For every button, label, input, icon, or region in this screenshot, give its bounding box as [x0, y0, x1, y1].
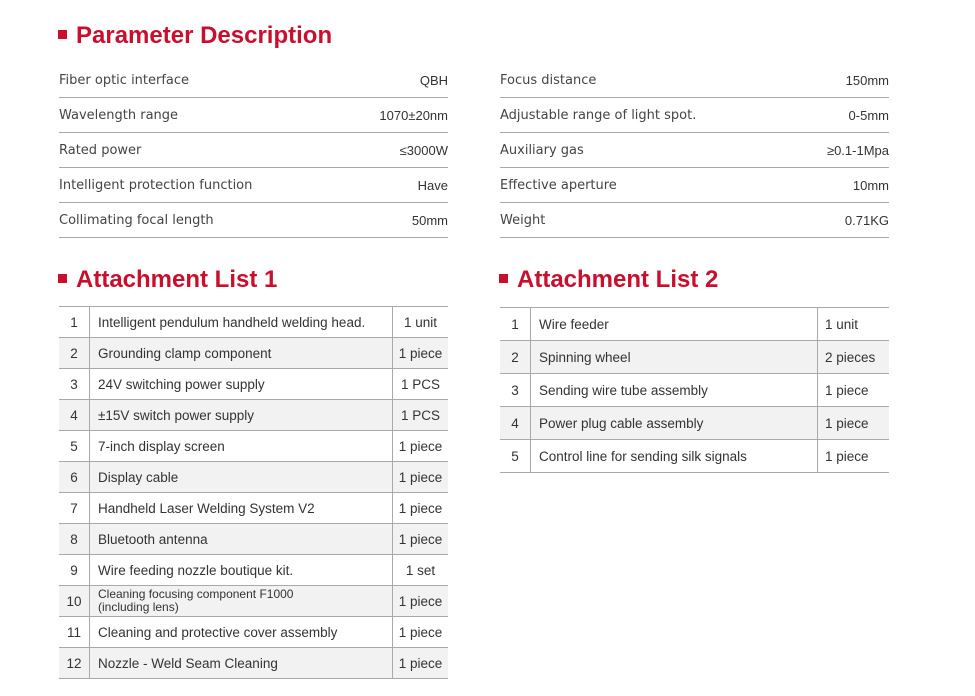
item-number: 9 — [59, 555, 90, 586]
parameter-name: Wavelength range — [59, 107, 179, 123]
table-row — [59, 369, 448, 400]
item-number: 6 — [59, 462, 90, 493]
parameter-description-heading — [58, 22, 332, 50]
item-name: 7-inch display screen — [98, 438, 225, 454]
attachment-list-1-heading — [58, 266, 277, 294]
item-number: 1 — [500, 308, 531, 341]
item-quantity: 1 piece — [818, 440, 890, 473]
item-name: Intelligent pendulum handheld welding head. — [98, 314, 366, 330]
item-name-cell — [90, 524, 393, 555]
square-bullet-icon — [499, 274, 508, 283]
table-row — [59, 648, 448, 679]
table-row — [59, 617, 448, 648]
table-row — [59, 493, 448, 524]
item-name: Cleaning and protective cover assembly — [98, 624, 338, 640]
table-row — [59, 338, 448, 369]
table-row — [59, 431, 448, 462]
item-name: ±15V switch power supply — [98, 407, 254, 423]
parameter-value: ≤3000W — [399, 142, 448, 158]
item-name: Handheld Laser Welding System V2 — [98, 500, 315, 516]
item-name-cell — [90, 617, 393, 648]
parameter-value: 0-5mm — [848, 107, 889, 123]
parameter-name: Rated power — [59, 142, 142, 158]
item-number: 10 — [59, 586, 90, 617]
item-name: Grounding clamp component — [98, 345, 272, 361]
item-number: 8 — [59, 524, 90, 555]
item-name-cell — [90, 555, 393, 586]
item-name: Display cable — [98, 469, 179, 485]
parameter-value: 0.71KG — [844, 212, 889, 228]
parameter-value: QBH — [419, 72, 448, 88]
parameter-name: Fiber optic interface — [59, 72, 190, 88]
item-name-cell — [531, 341, 818, 374]
item-number: 4 — [500, 407, 531, 440]
item-quantity: 1 piece — [393, 462, 449, 493]
parameter-value: Have — [417, 177, 448, 193]
item-name: Wire feeder — [539, 316, 609, 332]
parameter-row — [500, 133, 889, 168]
table-row — [59, 555, 448, 586]
square-bullet-icon — [58, 274, 67, 283]
table-row — [59, 400, 448, 431]
parameter-value: 50mm — [411, 212, 448, 228]
item-name-cell — [90, 307, 393, 338]
item-number: 4 — [59, 400, 90, 431]
parameter-name: Intelligent protection function — [59, 177, 253, 193]
item-name: Cleaning focusing component F1000 — [98, 587, 294, 601]
parameter-row — [500, 203, 889, 238]
item-name: Spinning wheel — [539, 349, 631, 365]
parameter-table-right — [500, 63, 889, 238]
parameter-name: Collimating focal length — [59, 212, 214, 228]
item-name: Bluetooth antenna — [98, 531, 208, 547]
table-row — [500, 374, 889, 407]
parameter-name: Effective aperture — [500, 177, 617, 193]
parameter-row — [500, 63, 889, 98]
item-quantity: 1 set — [393, 555, 449, 586]
table-row — [500, 407, 889, 440]
item-name: Wire feeding nozzle boutique kit. — [98, 562, 294, 578]
item-quantity: 2 pieces — [818, 341, 890, 374]
item-name-cell — [531, 374, 818, 407]
item-name-sub: (including lens) — [98, 600, 179, 614]
item-number: 12 — [59, 648, 90, 679]
item-quantity: 1 piece — [393, 524, 449, 555]
item-quantity: 1 piece — [818, 374, 890, 407]
parameter-name: Adjustable range of light spot. — [500, 107, 697, 123]
item-quantity: 1 unit — [818, 308, 890, 341]
table-row — [59, 307, 448, 338]
item-name-cell — [531, 407, 818, 440]
parameter-row — [500, 98, 889, 133]
item-quantity: 1 piece — [818, 407, 890, 440]
parameter-name: Focus distance — [500, 72, 597, 88]
item-number: 2 — [500, 341, 531, 374]
parameter-row — [59, 133, 448, 168]
parameter-row — [59, 168, 448, 203]
attachment-list-1-table — [59, 306, 448, 679]
table-row — [59, 524, 448, 555]
parameter-row — [59, 203, 448, 238]
item-name-cell — [531, 308, 818, 341]
heading-text: Attachment List 2 — [517, 266, 719, 293]
item-name-cell — [90, 648, 393, 679]
item-name-cell — [90, 369, 393, 400]
item-name: Nozzle - Weld Seam Cleaning — [98, 655, 278, 671]
item-quantity: 1 PCS — [393, 400, 449, 431]
item-number: 5 — [59, 431, 90, 462]
table-row — [59, 586, 448, 617]
item-number: 3 — [500, 374, 531, 407]
item-name: Control line for sending silk signals — [539, 448, 747, 464]
parameter-table-left — [59, 63, 448, 238]
square-bullet-icon — [58, 30, 67, 39]
parameter-row — [500, 168, 889, 203]
parameter-name: Auxiliary gas — [500, 142, 584, 158]
item-number: 5 — [500, 440, 531, 473]
item-quantity: 1 piece — [393, 648, 449, 679]
parameter-value: 10mm — [852, 177, 889, 193]
item-name-cell — [90, 431, 393, 462]
item-quantity: 1 PCS — [393, 369, 449, 400]
item-name-cell — [90, 586, 393, 617]
item-quantity: 1 piece — [393, 617, 449, 648]
heading-text: Parameter Description — [76, 22, 333, 49]
parameter-row — [59, 98, 448, 133]
item-name-cell — [90, 493, 393, 524]
item-name-cell — [90, 462, 393, 493]
table-row — [59, 462, 448, 493]
parameter-name: Weight — [500, 212, 546, 228]
item-name: Power plug cable assembly — [539, 415, 704, 431]
item-quantity: 1 unit — [393, 307, 449, 338]
parameter-value: 150mm — [845, 72, 889, 88]
table-row — [500, 440, 889, 473]
item-number: 2 — [59, 338, 90, 369]
table-row — [500, 341, 889, 374]
item-name-cell — [90, 400, 393, 431]
item-name-cell — [531, 440, 818, 473]
item-name-cell — [90, 338, 393, 369]
parameter-row — [59, 63, 448, 98]
table-row — [500, 308, 889, 341]
item-quantity: 1 piece — [393, 493, 449, 524]
item-name: 24V switching power supply — [98, 376, 265, 392]
item-number: 1 — [59, 307, 90, 338]
item-number: 7 — [59, 493, 90, 524]
attachment-list-2-heading — [499, 266, 718, 294]
attachment-list-2-table — [500, 307, 889, 473]
item-name: Sending wire tube assembly — [539, 382, 708, 398]
parameter-value: 1070±20nm — [379, 107, 448, 123]
parameter-value: ≥0.1-1Mpa — [826, 142, 889, 158]
item-quantity: 1 piece — [393, 586, 449, 617]
item-quantity: 1 piece — [393, 338, 449, 369]
heading-text: Attachment List 1 — [76, 266, 278, 293]
item-number: 3 — [59, 369, 90, 400]
item-number: 11 — [59, 617, 90, 648]
item-quantity: 1 piece — [393, 431, 449, 462]
